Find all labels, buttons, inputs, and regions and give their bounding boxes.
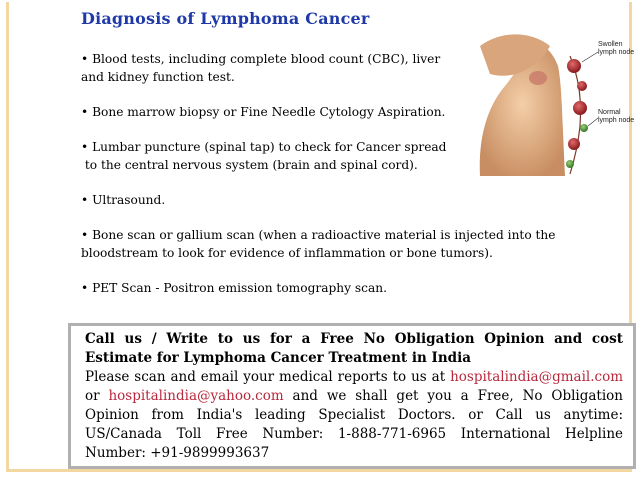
node-dot (566, 160, 574, 168)
label-swollen: Swollen (598, 41, 623, 48)
bullet-line: and kidney function test. (81, 70, 235, 84)
node-dot (580, 124, 588, 132)
bullet-line: bloodstream to look for evidence of inflammation or bone tumors). (81, 246, 493, 260)
bullet-item (81, 279, 611, 297)
bullet-line: • PET Scan - Positron emission tomography scan. (81, 281, 387, 295)
bullet-item (81, 226, 611, 262)
callout-text: and we shall get you a Free, No Obligation Opinion from India's leading Specialist Doctors. or Call us anytime: US/Canada Toll Free Number: 1-888-771-6965 International Helpline Number: +91-9899993637 (85, 388, 624, 461)
node-dot (568, 138, 580, 150)
bullet-line: • Blood tests, including complete blood count (CBC), liver (81, 52, 441, 66)
bullet-line: • Bone scan or gallium scan (when a radioactive material is injected into the (81, 228, 556, 242)
swollen-node (529, 71, 547, 85)
email-link-yahoo[interactable]: hospitalindia@yahoo.com (108, 388, 284, 404)
callout-headline: Call us / Write to us for a Free No Obligation Opinion and cost Estimate for Lymphoma Cancer Treatment in India (85, 331, 623, 366)
bullet-line: • Bone marrow biopsy or Fine Needle Cytology Aspiration. (81, 105, 446, 119)
bullet-line: • Lumbar puncture (spinal tap) to check for Cancer spread (81, 140, 447, 154)
email-link-gmail[interactable]: hospitalindia@gmail.com (450, 369, 623, 385)
callout-text: Please scan and email your medical reports to us at (85, 369, 451, 385)
label-swollen-2: lymph node (598, 49, 635, 56)
label-normal-2: lymph node (598, 117, 635, 124)
node-chain (570, 56, 581, 174)
bullet-line: to the central nervous system (brain and spinal cord). (81, 158, 418, 172)
bullet-item (81, 191, 611, 209)
node-dot (567, 59, 581, 73)
label-normal: Normal (598, 109, 621, 116)
slide-title: Diagnosis of Lymphoma Cancer (81, 9, 370, 28)
node-dot (573, 101, 587, 115)
lymph-node-illustration (470, 26, 635, 178)
contact-callout (68, 323, 636, 469)
callout-text: or (85, 388, 109, 404)
bullet-line: • Ultrasound. (81, 193, 166, 207)
callout-body (85, 368, 623, 463)
node-dot (577, 81, 587, 91)
